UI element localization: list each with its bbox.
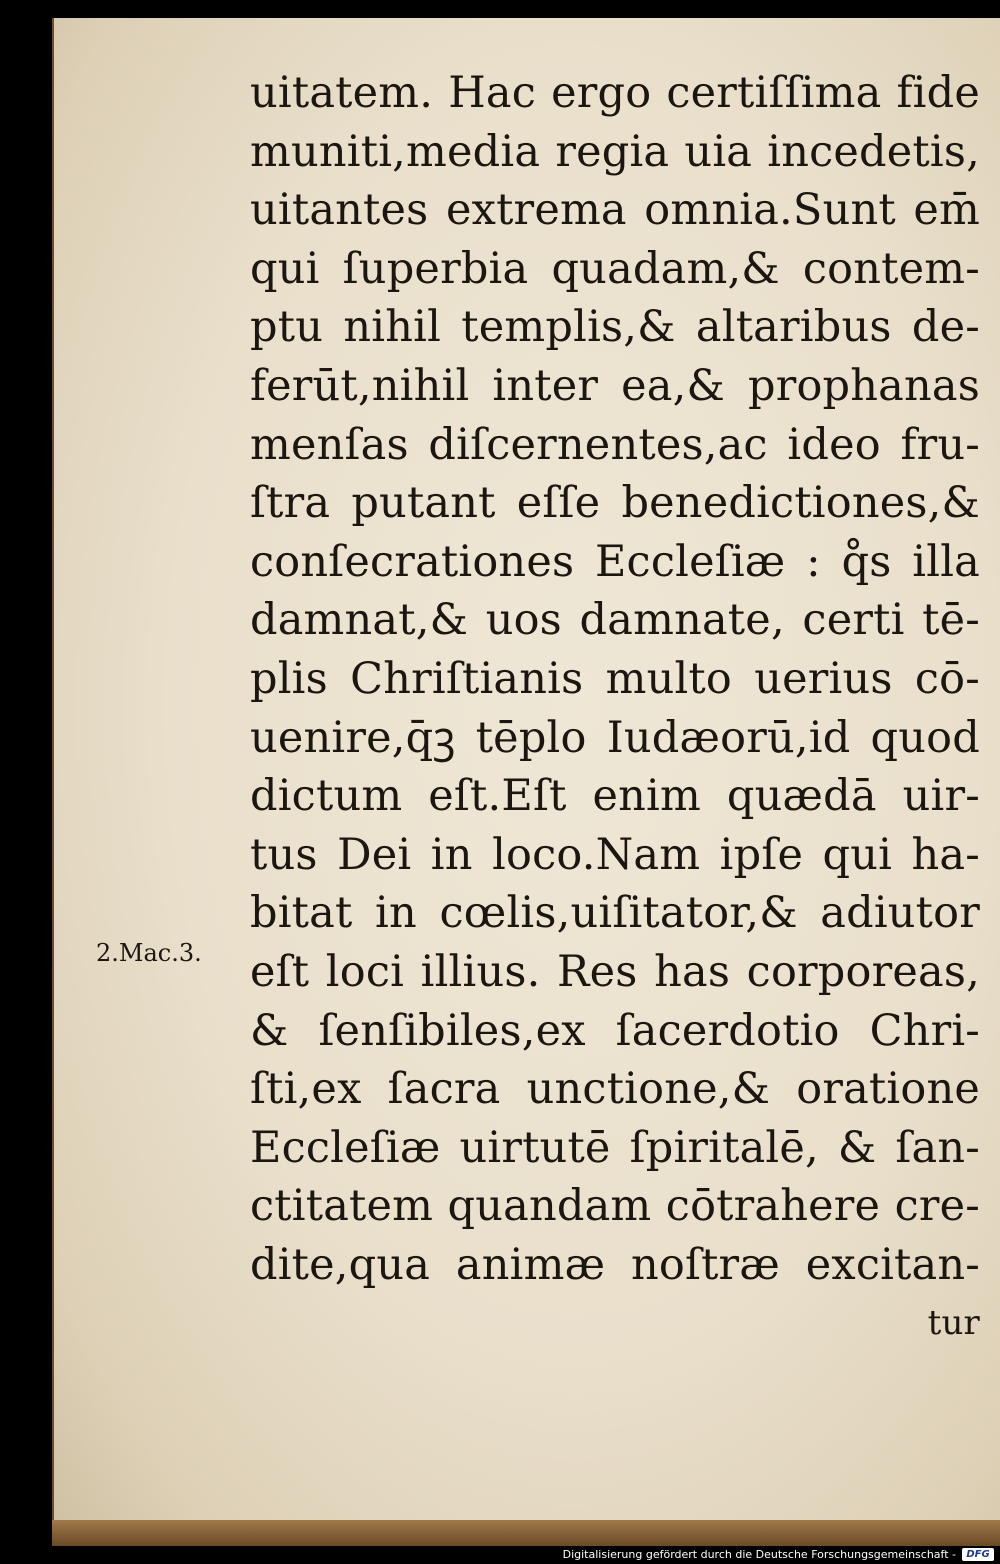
marginal-note: 2.Mac.3.: [96, 939, 202, 967]
text-line: plis Chriſtianis multo uerius cō-: [250, 653, 980, 704]
text-line: Eccleſiæ uirtutē ſpiritalē, & ſan-: [250, 1122, 980, 1173]
text-line: uitantes extrema omnia.Sunt em̄: [250, 185, 980, 236]
dfg-logo: DFG: [962, 1548, 994, 1561]
text-line: tus Dei in loco.Nam ipſe qui ha-: [250, 829, 980, 880]
text-line: dictum eſt.Eſt enim quædā uir-: [250, 771, 980, 822]
page-bottom-edge: [52, 1520, 1000, 1546]
text-line: menſas diſcernentes,ac ideo fru-: [250, 419, 980, 470]
catchword: tur: [927, 1303, 980, 1344]
text-line: muniti,media regia uia incedetis,: [250, 126, 980, 177]
text-line: qui ſuperbia quadam,& contem-: [250, 243, 980, 294]
text-line: damnat,& uos damnate, certi tē-: [250, 595, 980, 646]
text-line: ferūt,nihil inter ea,& prophanas: [250, 360, 980, 411]
footer-credit: Digitalisierung gefördert durch die Deutsche Forschungsgemeinschaft -: [562, 1548, 956, 1561]
text-line: eſt loci illius. Res has corporeas,: [250, 946, 980, 997]
body-text: [250, 64, 980, 1353]
text-line: ptu nihil templis,& altaribus de-: [250, 302, 980, 353]
text-line: uenire,q̄ꝫ tēplo Iudæorū,id quod: [250, 712, 980, 763]
text-line: ſti,ex ſacra unctione,& oratione: [250, 1064, 980, 1115]
text-line: bitat in cœlis,uiſitator,& adiutor: [250, 888, 980, 939]
text-line: dite,qua animæ noſtræ excitan-: [250, 1239, 980, 1290]
text-line: ctitatem quandam cōtrahere cre-: [250, 1181, 980, 1232]
text-line: conſecrationes Eccleſiæ : q̊s illa: [250, 536, 980, 587]
text-line: & ſenſibiles,ex ſacerdotio Chri-: [250, 1005, 980, 1056]
text-line: uitatem. Hac ergo certiſſima fide: [250, 68, 980, 118]
text-line: ſtra putant eſſe benedictiones,&: [250, 478, 980, 529]
